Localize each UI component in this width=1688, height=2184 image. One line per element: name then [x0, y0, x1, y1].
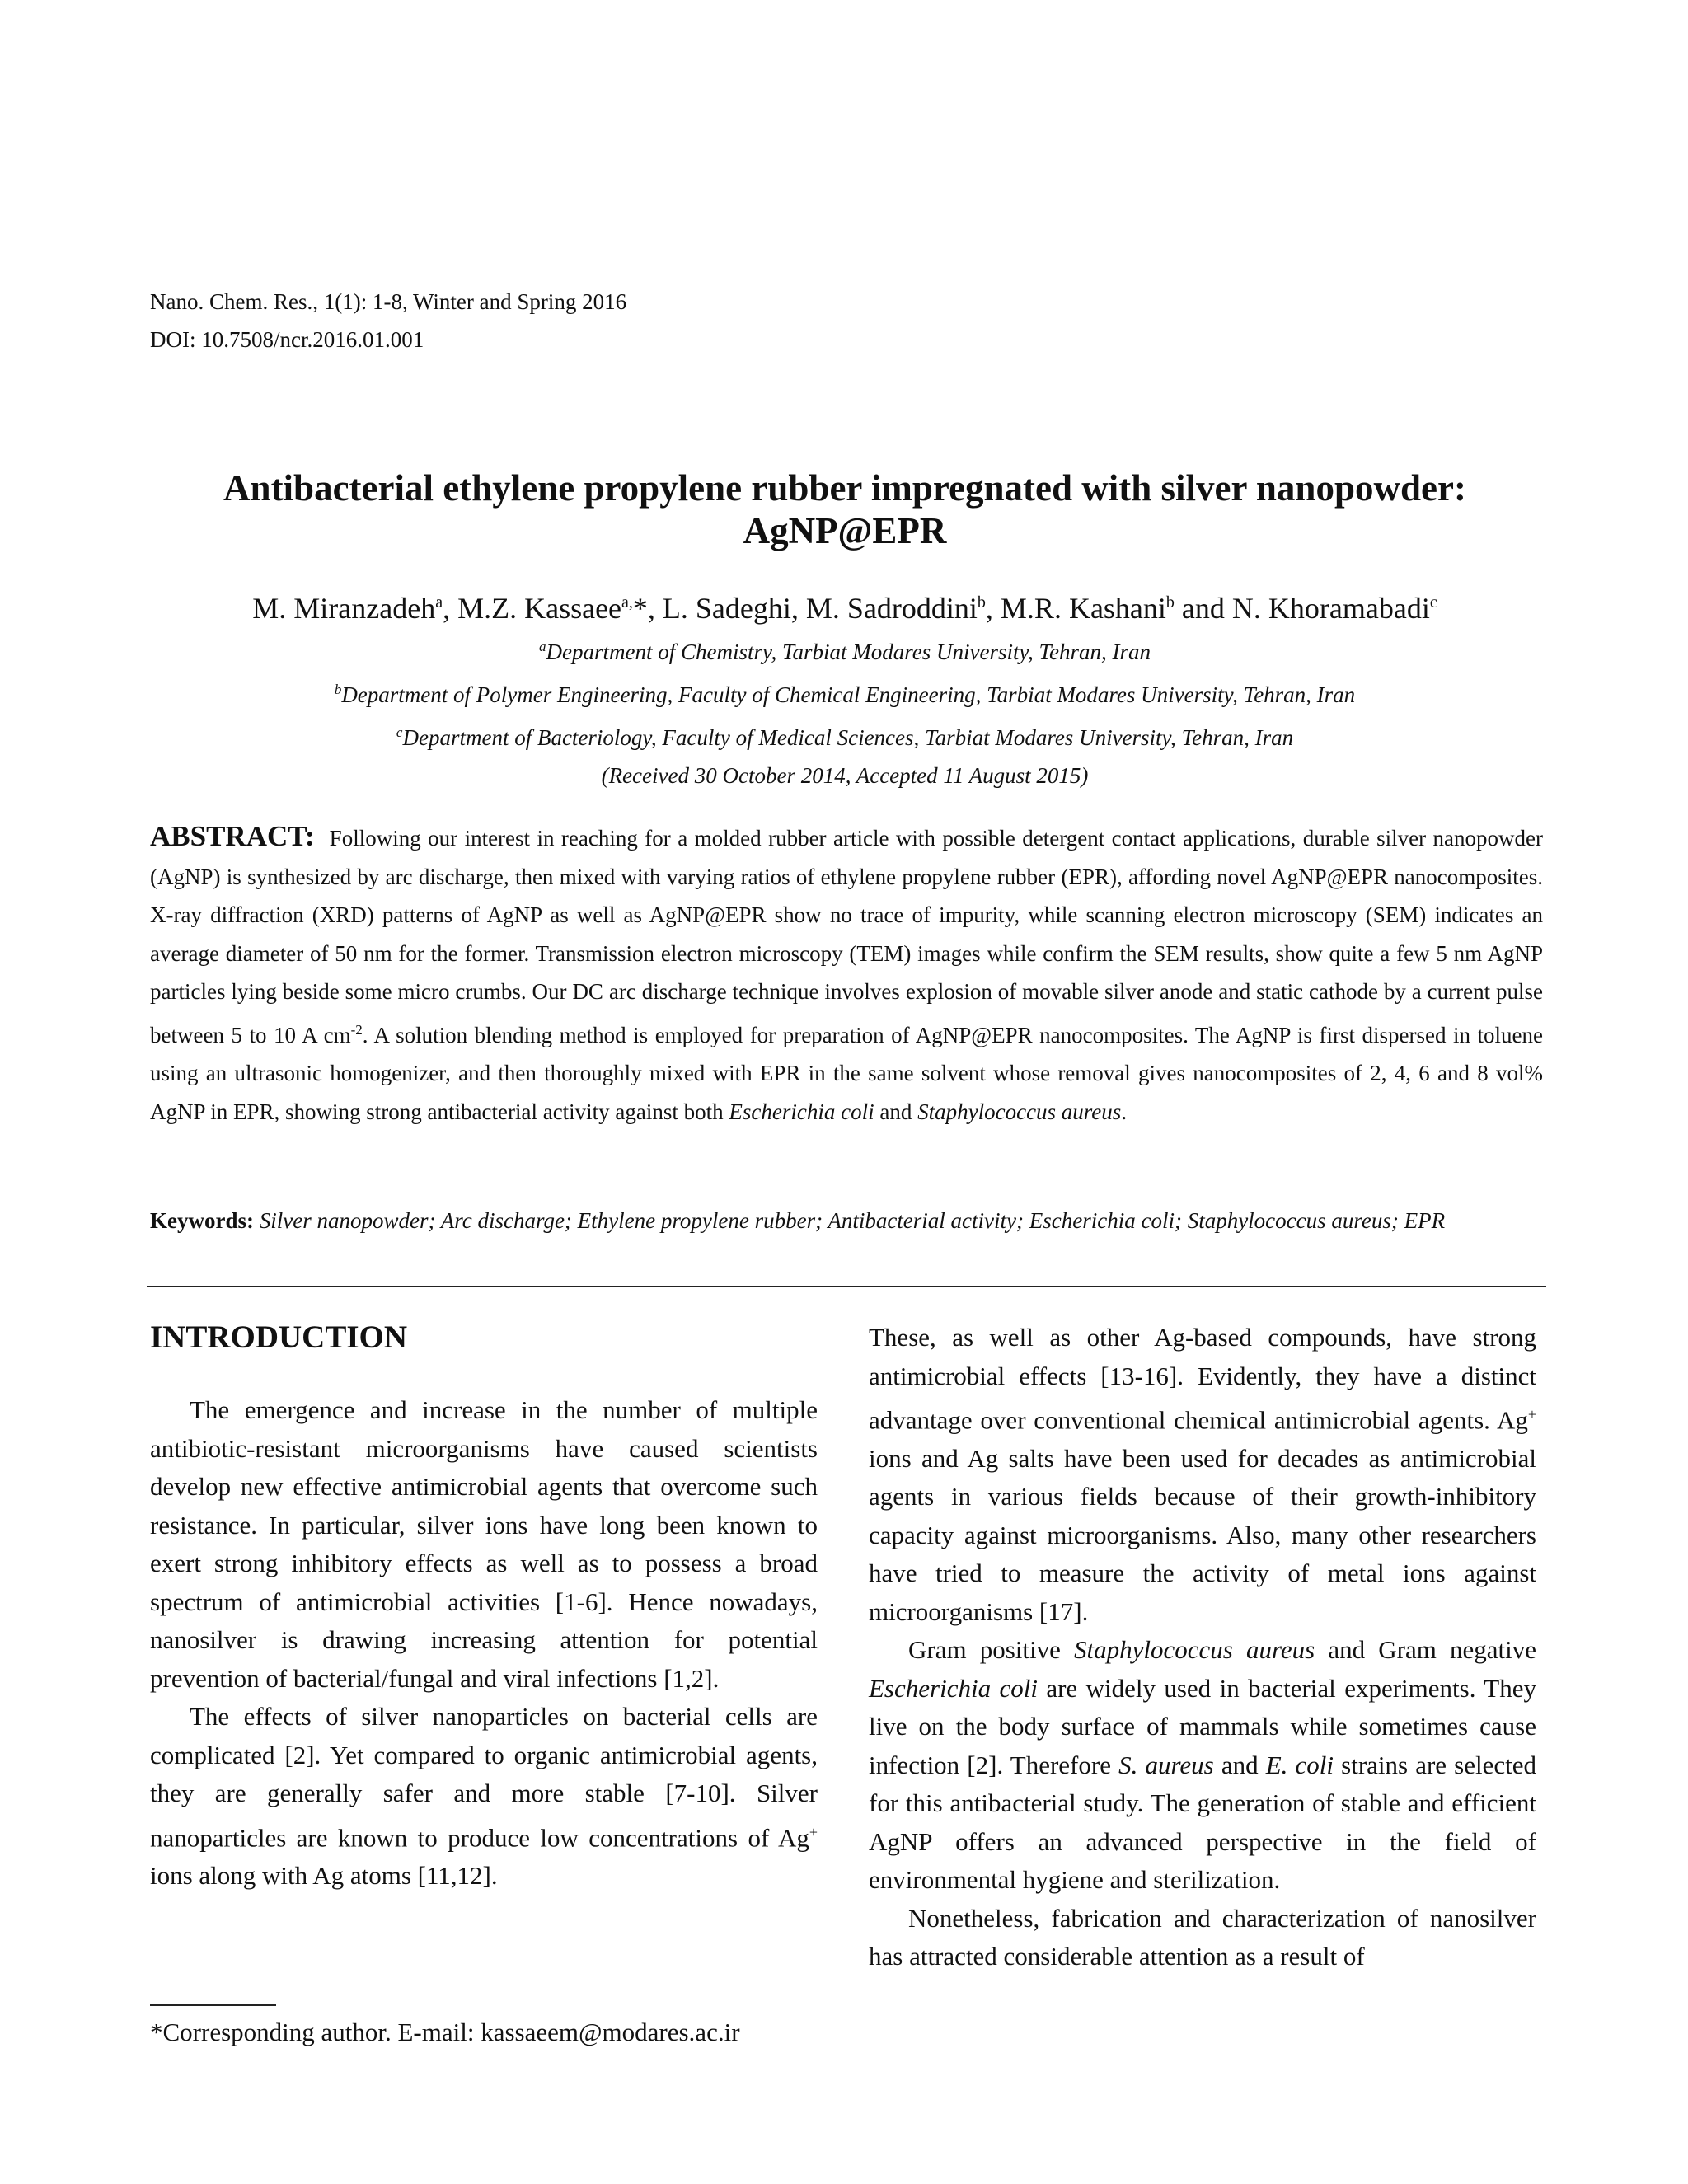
affiliation-c: $^c$Department of Bacteriology, Faculty of Medical Sciences, Tarbiat Modares University, Tehran, Iran	[396, 724, 1294, 750]
author-sup: a	[435, 593, 443, 612]
right-column	[869, 1319, 1536, 1976]
author-name: N. Khoramabadi	[1231, 592, 1430, 625]
journal-doi: DOI: 10.7508/ncr.2016.01.001	[150, 327, 424, 352]
journal-header	[150, 283, 626, 359]
author-name: M. Miranzadeh	[252, 592, 436, 625]
paper-title	[107, 466, 1582, 552]
received-dates: (Received 30 October 2014, Accepted 11 August 2015)	[601, 763, 1089, 788]
keywords-label: Keywords:	[150, 1208, 254, 1233]
intro-paragraph-1: The emergence and increase in the number of multiple antibiotic-resistant microorganisms have caused scientists develop new effective antimicrobial agents that overcome such resistance. In particular, silver ions have long been known to exert strong inhibitory effects as well as to possess a broad spectrum of antimicrobial activities [1-6]. Hence nowadays, nanosilver is drawing increasing attention for potential prevention of bacterial/fungal and viral infections [1,2].	[150, 1395, 818, 1693]
author-sup: c	[1429, 593, 1437, 612]
author-list: M. Miranzadeh$^a$, M.Z. Kassaee$^{a,}$*, L. Sadeghi, M. Sadroddini$^b$, M.R. Kashani$^b$ and N. Khoramabadi$^c$	[252, 592, 1437, 625]
footnote-divider	[150, 2004, 276, 2006]
author-name: M. Sadroddini	[805, 592, 978, 625]
intro-paragraph-4: Gram positive Staphylococcus aureus and Gram negative Escherichia coli are widely used in bacterial experiments. They live on the body surface of mammals while sometimes cause infection [2]. Therefore S. aureus and E. coli strains are selected for this antibacterial study. The generation of stable and efficient AgNP offers an advanced perspective in the field of environmental hygiene and sterilization.	[869, 1635, 1536, 1895]
author-name: L. Sadeghi,	[662, 592, 806, 625]
affiliations	[107, 628, 1582, 794]
author-name: M.Z. Kassaee	[457, 592, 622, 625]
keywords-value: Silver nanopowder; Arc discharge; Ethylene propylene rubber; Antibacterial activity; Escherichia coli; Staphylococcus aureus; EPR	[259, 1208, 1446, 1233]
author-sup: b	[977, 593, 986, 612]
abstract-label: ABSTRACT:	[150, 820, 315, 852]
title-line-1: Antibacterial ethylene propylene rubber impregnated with silver nanopowder:	[223, 467, 1466, 509]
abstract: ABSTRACT: Following our interest in reaching for a molded rubber article with possible detergent contact applications, durable silver nanopowder (AgNP) is synthesized by arc discharge, then mixed with varying ratios of ethylene propylene rubber (EPR), affording novel AgNP@EPR nanocomposites. X-ray diffraction (XRD) patterns of AgNP as well as AgNP@EPR show no trace of impurity, while scanning electron microscopy (SEM) indicates an average diameter of 50 nm for the former. Transmission electron microscopy (TEM) images while confirm the SEM results, show quite a few 5 nm AgNP particles lying beside some micro crumbs. Our DC arc discharge technique involves explosion of movable silver anode and static cathode by a current pulse between 5 to 10 A $cm^{-2}$. A solution blending method is employed for preparation of AgNP@EPR nanocomposites. The AgNP is first dispersed in toluene using an ultrasonic homogenizer, and then thoroughly mixed with EPR in the same solvent whose removal gives nanocomposites of 2, 4, 6 and 8 vol% AgNP in EPR, showing strong antibacterial activity against both Escherichia coli and Staphylococcus aureus.	[150, 820, 1543, 1124]
abstract-text: Following our interest in reaching for a molded rubber article with possible detergent contact applications, durable silver nanopowder (AgNP) is synthesized by arc discharge, then mixed with varying ratios of ethylene propylene rubber (EPR), affording novel AgNP@EPR nanocomposites. X-ray diffraction (XRD) patterns of AgNP as well as AgNP@EPR show no trace of impurity, while scanning electron microscopy (SEM) indicates an average diameter of 50 nm for the former. Transmission electron microscopy (TEM) images while confirm the SEM results, show quite a few 5 nm AgNP particles lying beside some micro crumbs. Our DC arc discharge technique involves explosion of movable silver anode and static cathode by a current pulse between 5 to 10 A cm	[150, 826, 1543, 1047]
intro-paragraph-3: These, as well as other Ag-based compounds, have strong antimicrobial effects [13-16]. Evidently, they have a distinct advantage over conventional chemical antimicrobial agents. Ag+ ions and Ag salts have been used for decades as antimicrobial agents in various fields because of their growth-inhibitory capacity against microorganisms. Also, many other researchers have tried to measure the activity of metal ions against microorganisms [17].	[869, 1323, 1536, 1626]
intro-paragraph-2: The effects of silver nanoparticles on bacterial cells are complicated [2]. Yet compared to organic antimicrobial agents, they are generally safer and more stable [7-10]. Silver nanoparticles are known to produce low concentrations of Ag+ ions along with Ag atoms [11,12].	[150, 1702, 818, 1891]
introduction-heading: INTRODUCTION	[150, 1319, 408, 1355]
keywords	[150, 1202, 1543, 1240]
section-divider	[147, 1286, 1546, 1287]
title-line-2: AgNP@EPR	[743, 510, 947, 551]
affiliation-a: $^a$Department of Chemistry, Tarbiat Modares University, Tehran, Iran	[538, 639, 1151, 664]
author-sup: b	[1165, 593, 1175, 612]
author-name: M.R. Kashani	[1000, 592, 1166, 625]
intro-paragraph-5: Nonetheless, fabrication and characterization of nanosilver has attracted considerable attention as a result of	[869, 1903, 1536, 1971]
corresponding-author-footnote: *Corresponding author. E-mail: kassaeem@modares.ac.ir	[150, 2018, 740, 2046]
affiliation-b: $^b$Department of Polymer Engineering, Faculty of Chemical Engineering, Tarbiat Modares University, Tehran, Iran	[334, 682, 1356, 707]
author-sup: a,	[621, 593, 633, 612]
left-column	[150, 1319, 818, 1896]
journal-citation: Nano. Chem. Res., 1(1): 1-8, Winter and Spring 2016	[150, 289, 627, 314]
